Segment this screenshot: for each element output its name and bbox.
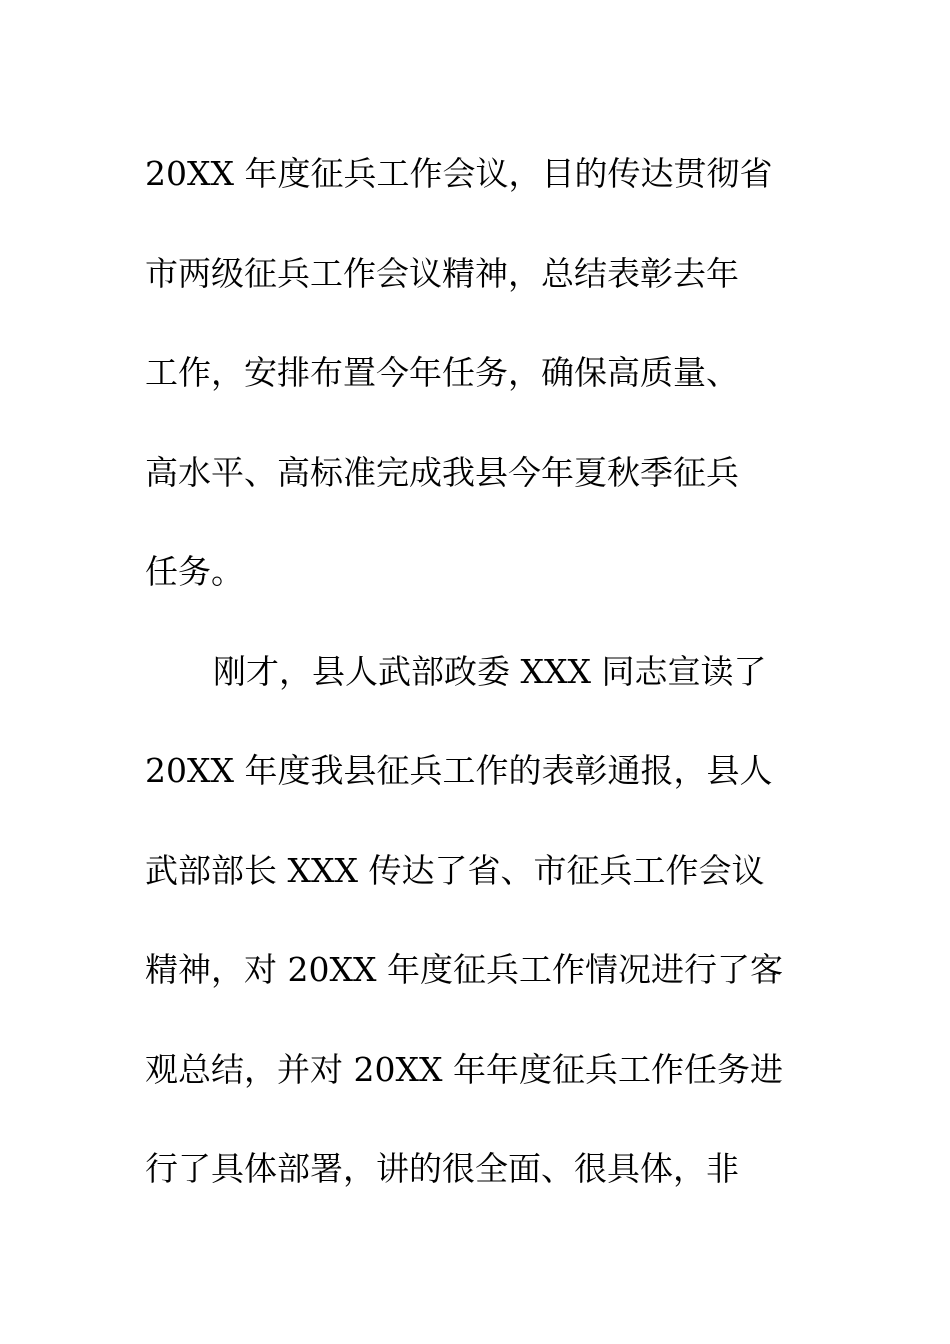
text-line: 观总结，并对 20XX 年年度征兵工作任务进 (145, 1049, 783, 1089)
text-line: 武部部长 XXX 传达了省、市征兵工作会议 (145, 850, 765, 890)
text-line: 高水平、高标准完成我县今年夏秋季征兵 (145, 452, 739, 492)
text-line: 市两级征兵工作会议精神，总结表彰去年 (145, 253, 739, 293)
text-line: 行了具体部署，讲的很全面、很具体，非 (145, 1149, 739, 1188)
text-line: 任务。 (145, 552, 244, 591)
body-text (145, 124, 805, 1219)
text-line: 20XX 年度征兵工作会议，目的传达贯彻省 (145, 154, 773, 193)
paragraph-start-line: 刚才，县人武部政委 XXX 同志宣读了 (213, 651, 767, 691)
text-line: 精神，对 20XX 年度征兵工作情况进行了客 (145, 950, 783, 989)
text-line: 20XX 年度我县征兵工作的表彰通报，县人 (145, 751, 773, 790)
text-line: 工作，安排布置今年任务，确保高质量、 (145, 353, 739, 392)
